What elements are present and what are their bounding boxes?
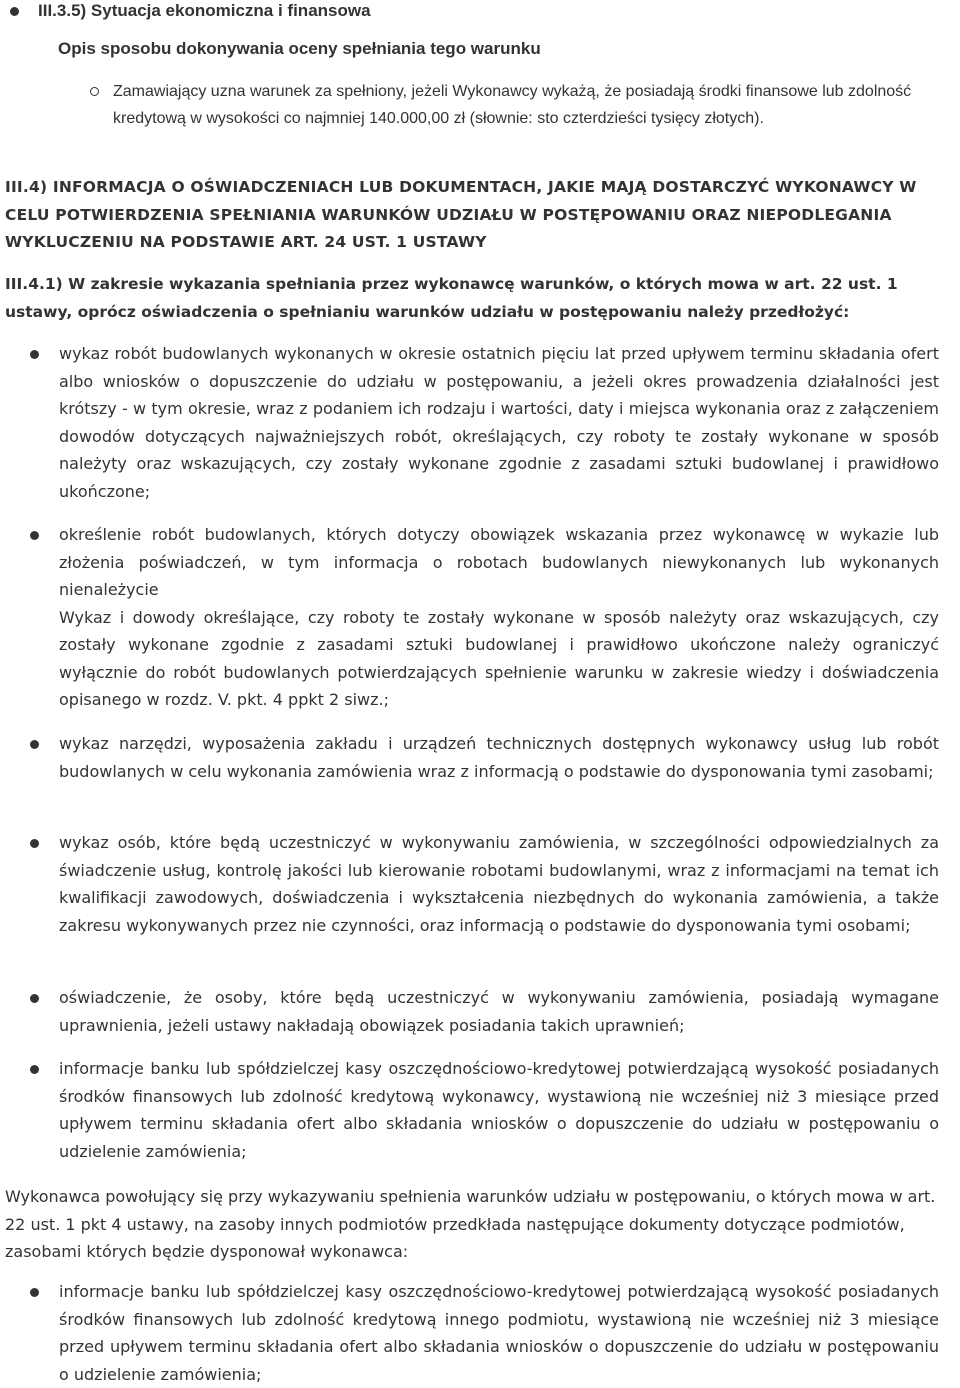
list-item-text [59, 521, 939, 714]
section-title: III.3.5) Sytuacja ekonomiczna i finansowa [38, 1, 371, 20]
list-item [30, 1055, 945, 1165]
list-item [30, 521, 945, 714]
bullet-icon [30, 994, 39, 1003]
bullet-icon [30, 839, 39, 848]
bullet-icon [10, 7, 19, 16]
list-item-text: wykaz osób, które będą uczestniczyć w wykonywaniu zamówienia, w szczególności odpowiedzialnych za świadczenie usług, kontrolę jakości lub kierowanie robotami budowlanymi, wraz z informacjami na temat ich kwalifikacji zawodowych, doświadczenia i wykształcenia niezbędnych do wykonania zamówienia, a także zakresu wykonywanych przez nie czynności, oraz informacją o podstawie do dysponowania tymi osobami; [59, 833, 939, 935]
condition-text: Zamawiający uzna warunek za spełniony, jeżeli Wykonawcy wykażą, że posiadają środki finansowe lub zdolność kredytową w wysokości co najmniej 140.000,00 zł (słownie: sto czterdzieści tysięcy złotych). [113, 83, 912, 127]
bullet-icon [30, 1065, 39, 1074]
bullet-icon [30, 740, 39, 749]
list-item-text: wykaz narzędzi, wyposażenia zakładu i urządzeń technicznych dostępnych wykonawcy usług lub robót budowlanych w celu wykonania zamówienia wraz z informacją o podstawie do dysponowania tymi zasobami; [59, 734, 939, 781]
condition-item [90, 78, 950, 132]
other-entities-paragraph: Wykonawca powołujący się przy wykazywaniu spełnienia warunków udziału w postępowaniu, o których mowa w art. 22 ust. 1 pkt 4 ustawy, na zasoby innych podmiotów przedkłada następujące dokumenty dotyczące podmiotów, zasobami których będzie dysponował wykonawca: [5, 1187, 936, 1261]
list-item [30, 984, 945, 1039]
list-item-text: informacje banku lub spółdzielczej kasy oszczędnościowo-kredytowej potwierdzającą wysokość posiadanych środków finansowych lub zdolność kredytową wykonawcy, wystawioną nie wcześniej niż 3 miesiące przed upływem terminu składania ofert albo składania wniosków o dopuszczenie do udziału w postępowaniu o udzielenie zamówienia; [59, 1059, 939, 1161]
list-item [30, 829, 945, 939]
list-item-text-main: określenie robót budowlanych, których dotyczy obowiązek wskazania przez wykonawcę w wykazie lub złożenia poświadczeń, w tym informacja o robotach budowlanych niewykonanych lub wykonanych nienależycie [59, 525, 939, 599]
section4-subheading: III.4.1) W zakresie wykazania spełniania przez wykonawcę warunków, o których mowa w art. 22 ust. 1 ustawy, oprócz oświadczenia o spełnianiu warunków udziału w postępowaniu należy przedłożyć: [5, 275, 898, 321]
bullet-icon [30, 531, 39, 540]
list-item-text: wykaz robót budowlanych wykonanych w okresie ostatnich pięciu lat przed upływem terminu składania ofert albo wniosków o dopuszczenie do udziału w postępowaniu, a jeżeli okres prowadzenia działalności jest krótszy - w tym okresie, wraz z podaniem ich rodzaju i wartości, daty i miejsca wykonania oraz z załączeniem dowodów dotyczących najważniejszych robót, określających, czy roboty te zostały wykonane w sposób należyty oraz wskazujących, czy zostały wykonane zgodnie z zasadami sztuki budowlanej i prawidłowo ukończone; [59, 344, 939, 501]
list-item [30, 1278, 945, 1388]
list-item-note: Wykaz i dowody określające, czy roboty te zostały wykonane w sposób należyty oraz wskazujących, czy zostały wykonane zgodnie z zasadami sztuki budowlanej i prawidłowo ukończone należy ograniczyć wyłącznie do robót budowlanych potwierdzających spełnienie warunku w zakresie wiedzy i doświadczenia opisanego w rozdz. V. pkt. 4 ppkt 2 siwz.; [59, 607, 939, 709]
list-item [30, 340, 945, 505]
circle-bullet-icon [90, 87, 99, 96]
list-item [30, 730, 945, 785]
bullet-icon [30, 1288, 39, 1297]
list-item-text: informacje banku lub spółdzielczej kasy oszczędnościowo-kredytowej potwierdzającą wysokość posiadanych środków finansowych lub zdolność kredytową innego podmiotu, wystawioną nie wcześniej niż 3 miesiące przed upływem terminu składania ofert albo składania wniosków o dopuszczenie do udziału w postępowaniu o udzielenie zamówienia; [59, 1282, 939, 1384]
bullet-icon [30, 350, 39, 359]
section-header [10, 0, 371, 22]
section-subheading: Opis sposobu dokonywania oceny spełniania tego warunku [58, 39, 541, 58]
list-item-text: oświadczenie, że osoby, które będą uczestniczyć w wykonywaniu zamówienia, posiadają wymagane uprawnienia, jeżeli ustawy nakładają obowiązek posiadania takich uprawnień; [59, 988, 939, 1035]
section4-heading: III.4) INFORMACJA O OŚWIADCZENIACH LUB DOKUMENTACH, JAKIE MAJĄ DOSTARCZYĆ WYKONAWCY W CELU POTWIERDZENIA SPEŁNIANIA WARUNKÓW UDZIAŁU W POSTĘPOWANIU ORAZ NIEPODLEGANIA WYKLUCZENIU NA PODSTAWIE ART. 24 UST. 1 USTAWY [5, 178, 917, 251]
